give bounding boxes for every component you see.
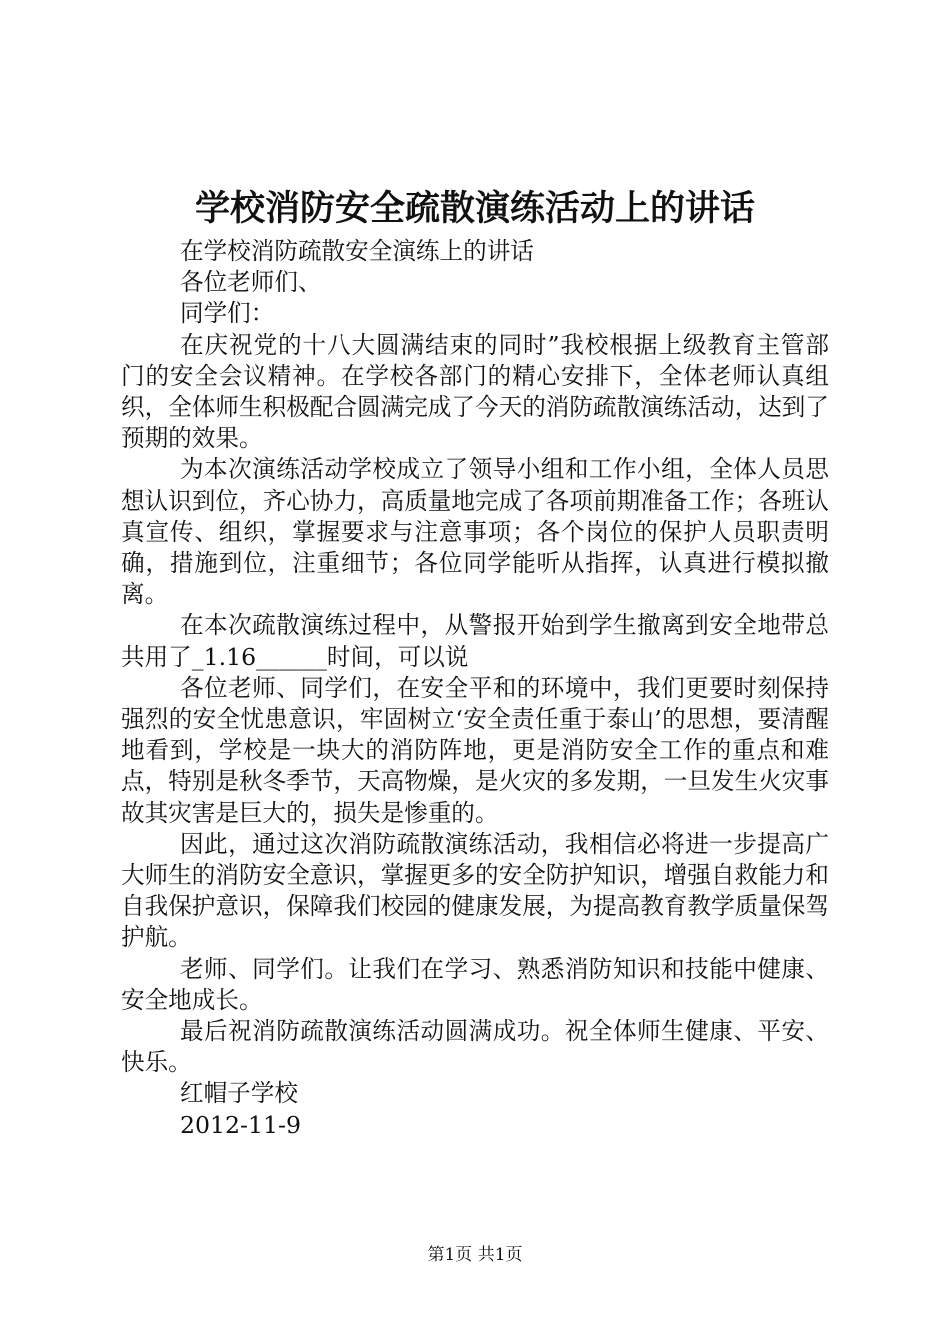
- salutation-teachers: 各位老师们、: [180, 268, 322, 297]
- body-paragraph: 老师、同学们。让我们在学习、熟悉消防知识和技能中健康、安全地成长。: [121, 954, 829, 1014]
- body-paragraph: 在本次疏散演练过程中，从警报开始到学生撤离到安全地带总共用了_1.16______时间，可以说: [121, 611, 829, 671]
- body-paragraph: 在庆祝党的十八大圆满结束的同时”我校根据上级教育主管部门的安全会议精神。在学校各部门的精心安排下，全体老师认真组织，全体师生积极配合圆满完成了今天的消防疏散演练活动，达到了预期的效果。: [121, 330, 829, 453]
- document-title: 学校消防安全疏散演练活动上的讲话: [194, 188, 755, 229]
- salutation-students: 同学们：: [180, 299, 275, 328]
- page-number-footer: 第1页 共1页: [427, 1245, 523, 1265]
- speech-heading: 在学校消防疏散安全演练上的讲话: [180, 237, 534, 265]
- body-paragraph: 因此，通过这次消防疏散演练活动，我相信必将进一步提高广大师生的消防安全意识，掌握更多的安全防护知识，增强自救能力和自我保护意识，保障我们校园的健康发展，为提高教育教学质量保驾护航。: [121, 829, 829, 952]
- signature-school: 红帽子学校: [180, 1079, 298, 1108]
- body-paragraph: 为本次演练活动学校成立了领导小组和工作小组，全体人员思想认识到位，齐心协力，高质量地完成了各项前期准备工作；各班认真宣传、组织，掌握要求与注意事项；各个岗位的保护人员职责明确，措施到位，注重细节；各位同学能听从指挥，认真进行模拟撤离。: [121, 455, 829, 609]
- document-body: [121, 236, 829, 1141]
- body-paragraph: 各位老师、同学们，在安全平和的环境中，我们更要时刻保持强烈的安全忧患意识，牢固树立‘安全责任重于泰山’的思想，要清醒地看到，学校是一块大的消防阵地，更是消防安全工作的重点和难点，特别是秋冬季节，天高物燥，是火灾的多发期，一旦发生火灾事故其灾害是巨大的，损失是惨重的。: [121, 673, 829, 827]
- closing-paragraph: 最后祝消防疏散演练活动圆满成功。祝全体师生健康、平安、快乐。: [121, 1017, 829, 1077]
- signature-date: 2012-11-9: [180, 1110, 302, 1139]
